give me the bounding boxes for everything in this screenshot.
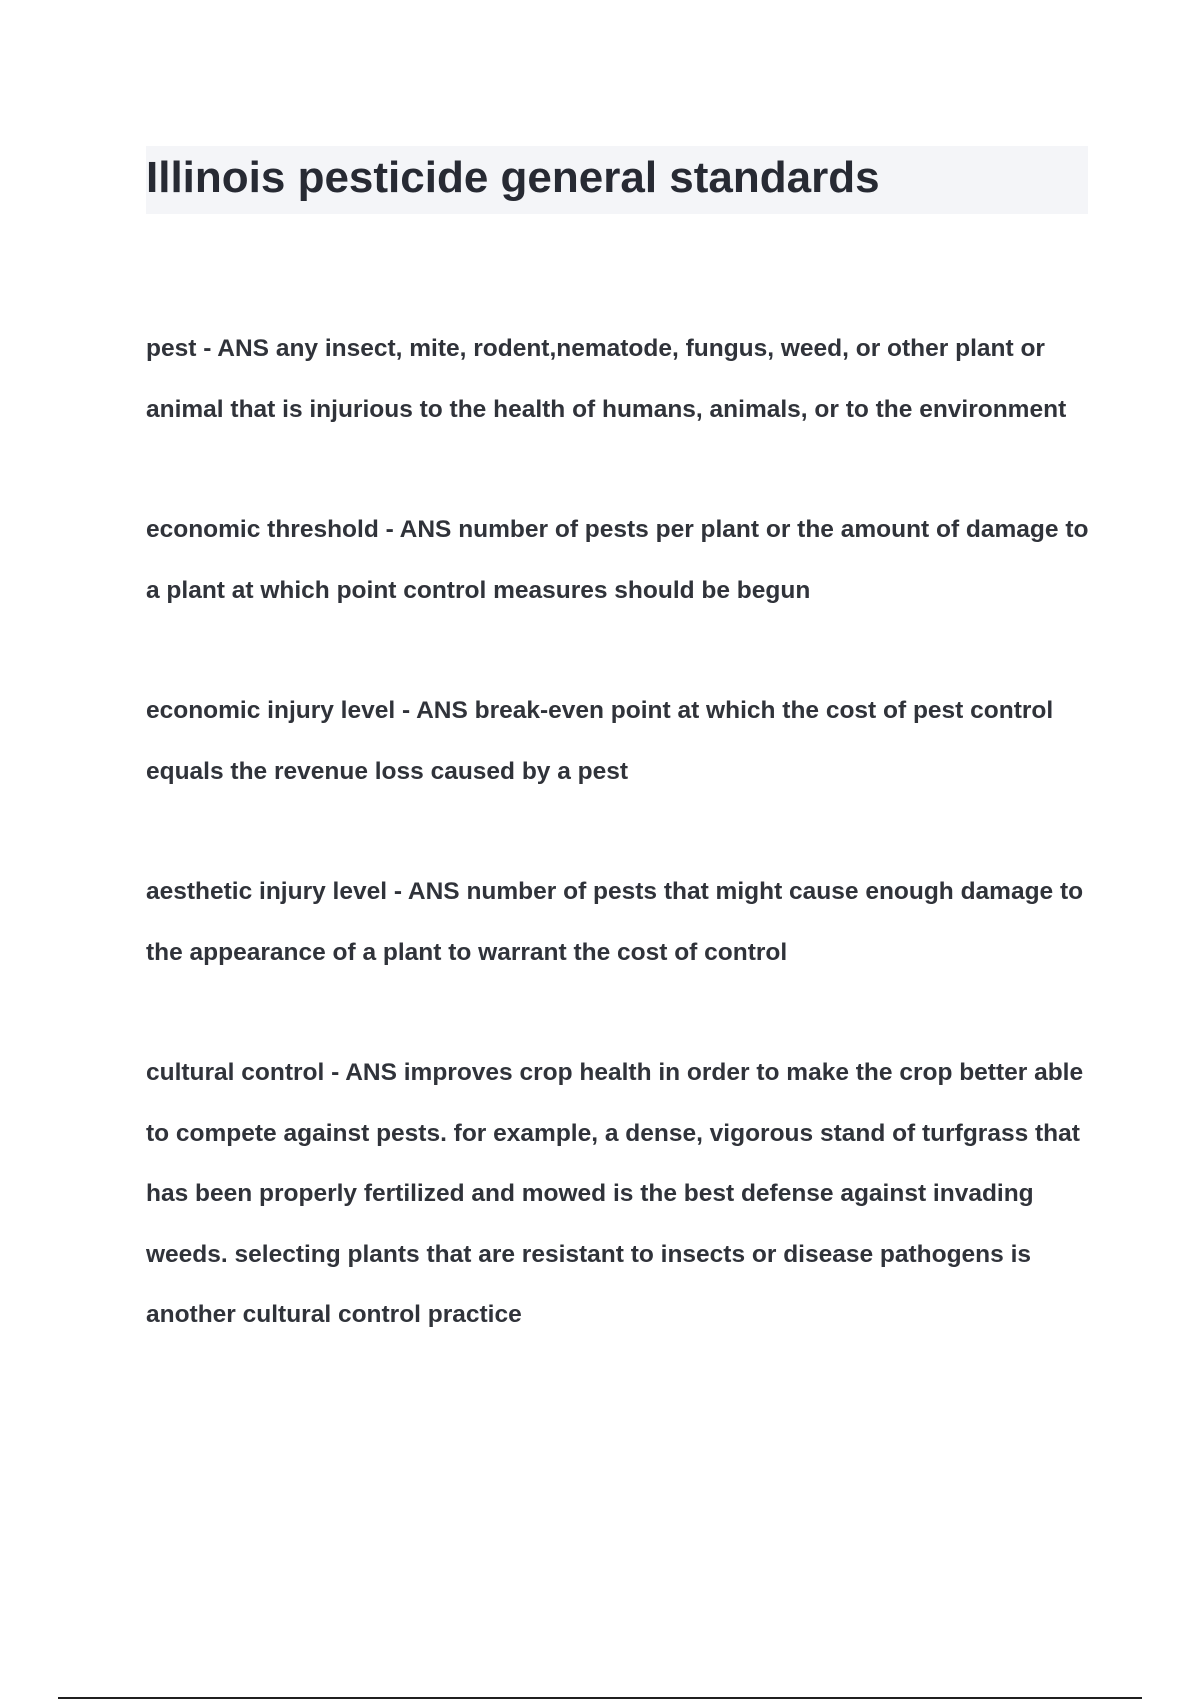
entry-definition: number of pests that might cause enough damage to the appearance of a plant to warrant the cost of control [146, 878, 1084, 966]
answer-marker: ANS [399, 516, 452, 543]
definition-list [146, 319, 1096, 1406]
entry-definition: any insect, mite, rodent,nematode, fungus, weed, or other plant or animal that is injurious to the health of humans, animals, or to the environment [146, 335, 1067, 423]
entry-term: economic injury level [146, 697, 396, 724]
answer-marker: ANS [345, 1059, 397, 1086]
answer-marker: ANS [217, 335, 269, 362]
entry-definition: break-even point at which the cost of pest control equals the revenue loss caused by a pest [146, 697, 1054, 785]
definition-entry-economic-injury-level [146, 681, 1096, 802]
entry-term: pest [146, 335, 197, 362]
entry-term: aesthetic injury level [146, 878, 388, 905]
entry-separator: - [324, 1059, 346, 1086]
entry-separator: - [196, 335, 218, 362]
entry-separator: - [395, 697, 417, 724]
entry-definition: improves crop health in order to make the crop better able to compete against pests. for example, a dense, vigorous stand of turfgrass that has been properly fertilized and mowed is the best defense against invading weeds. selecting plants that are resistant to insects or disease pathogens is another cultural control practice [146, 1059, 1084, 1328]
title-block [146, 146, 1088, 214]
entry-definition: number of pests per plant or the amount of damage to a plant at which point control measures should be begun [146, 516, 1089, 604]
entry-term: cultural control [146, 1059, 325, 1086]
page-title: Illinois pesticide general standards [146, 153, 880, 202]
answer-marker: ANS [407, 878, 460, 905]
entry-term: economic threshold [146, 516, 379, 543]
definition-entry-economic-threshold [146, 500, 1096, 621]
entry-separator: - [378, 516, 400, 543]
answer-marker: ANS [416, 697, 468, 724]
footer-divider [58, 1697, 1142, 1699]
entry-separator: - [387, 878, 408, 905]
definition-entry-cultural-control [146, 1043, 1096, 1346]
definition-entry-pest [146, 319, 1096, 440]
definition-entry-aesthetic-injury-level [146, 862, 1096, 983]
